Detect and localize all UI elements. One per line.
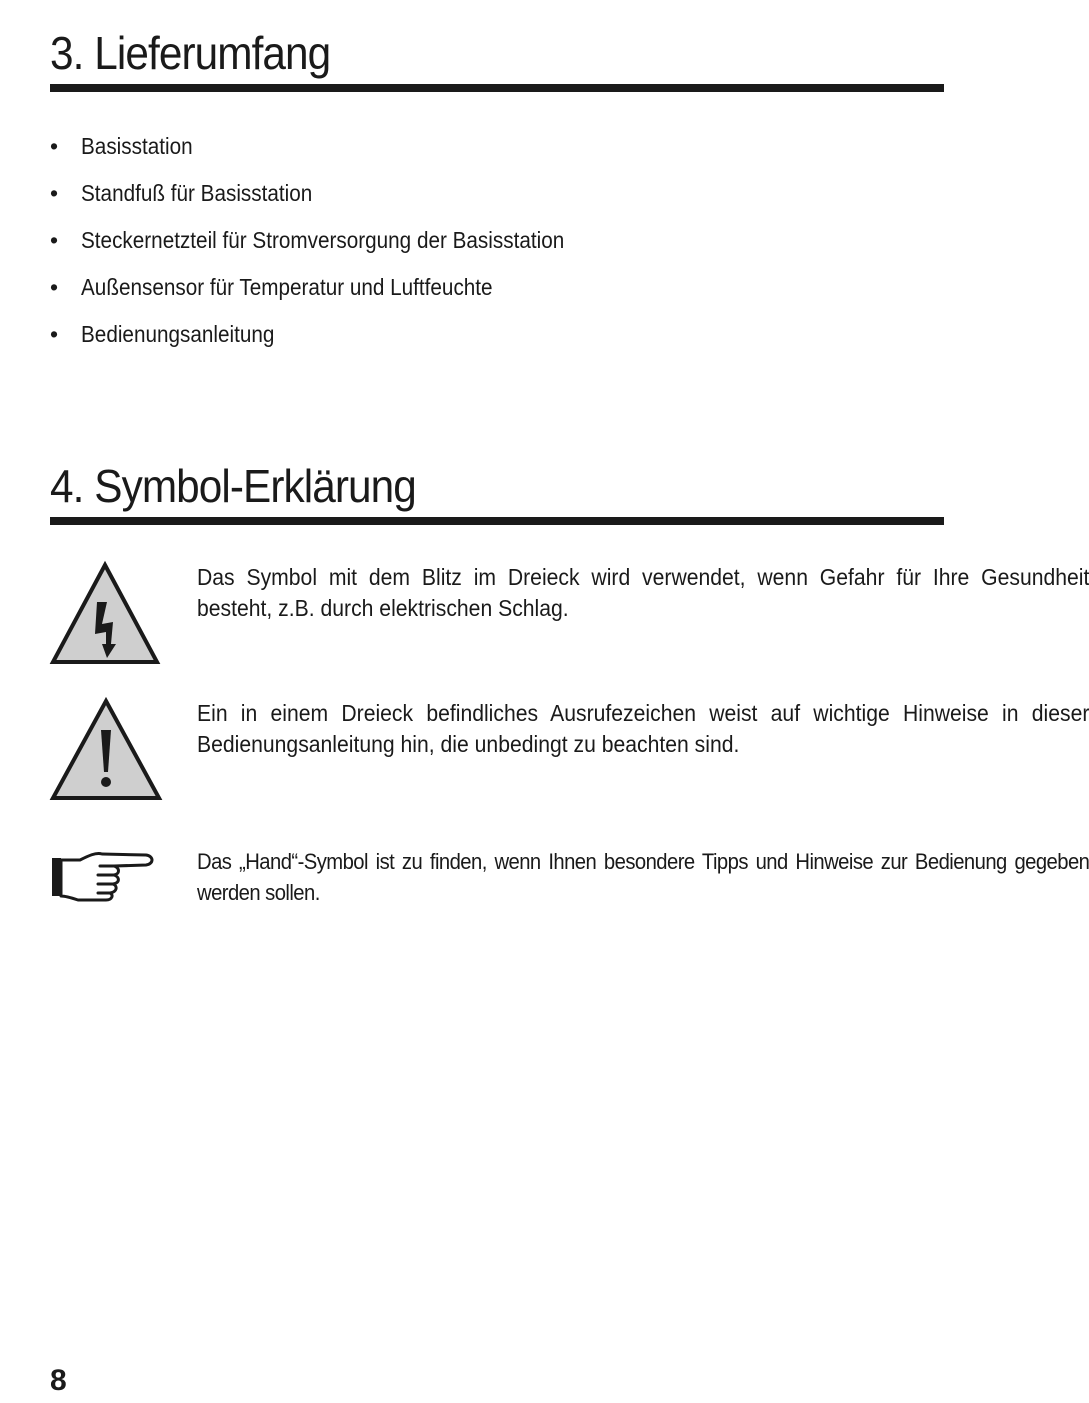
exclamation-warning-triangle-icon: [50, 698, 162, 807]
bullet-icon: •: [50, 321, 59, 347]
list-item-text: Steckernetzteil für Stromversorgung der Basisstation: [81, 227, 565, 253]
list-item-text: Bedienungsanleitung: [81, 321, 275, 347]
section-3-rule: [50, 84, 944, 92]
bullet-icon: •: [50, 274, 59, 300]
list-item-text: Außensensor für Temperatur und Luftfeuchte: [81, 274, 493, 300]
bullet-icon: •: [50, 180, 59, 206]
section-3-title: 3. Lieferumfang: [50, 27, 331, 79]
symbol-description: Das „Hand“-Symbol ist zu finden, wenn Ihnen besondere Tipps und Hinweise zur Bedienung gegeben werden sollen.: [197, 849, 1089, 905]
symbol-description: Ein in einem Dreieck befindliches Ausrufezeichen weist auf wichtige Hinweise in dieser Bedienungsanleitung hin, die unbedingt zu beachten sind.: [197, 700, 1089, 757]
list-item-text: Basisstation: [81, 133, 193, 159]
bullet-icon: •: [50, 133, 59, 159]
symbol-description: Das Symbol mit dem Blitz im Dreieck wird verwendet, wenn Gefahr für Ihre Gesundheit besteht, z.B. durch elektrischen Schlag.: [197, 564, 1089, 621]
page-number: 8: [50, 1364, 67, 1397]
section-4-title: 4. Symbol-Erklärung: [50, 460, 416, 512]
list-item-text: Standfuß für Basisstation: [81, 180, 313, 206]
bullet-icon: •: [50, 227, 59, 253]
lightning-warning-triangle-icon: [50, 562, 160, 671]
section-4-rule: [50, 517, 944, 525]
pointing-hand-icon: [50, 846, 154, 907]
